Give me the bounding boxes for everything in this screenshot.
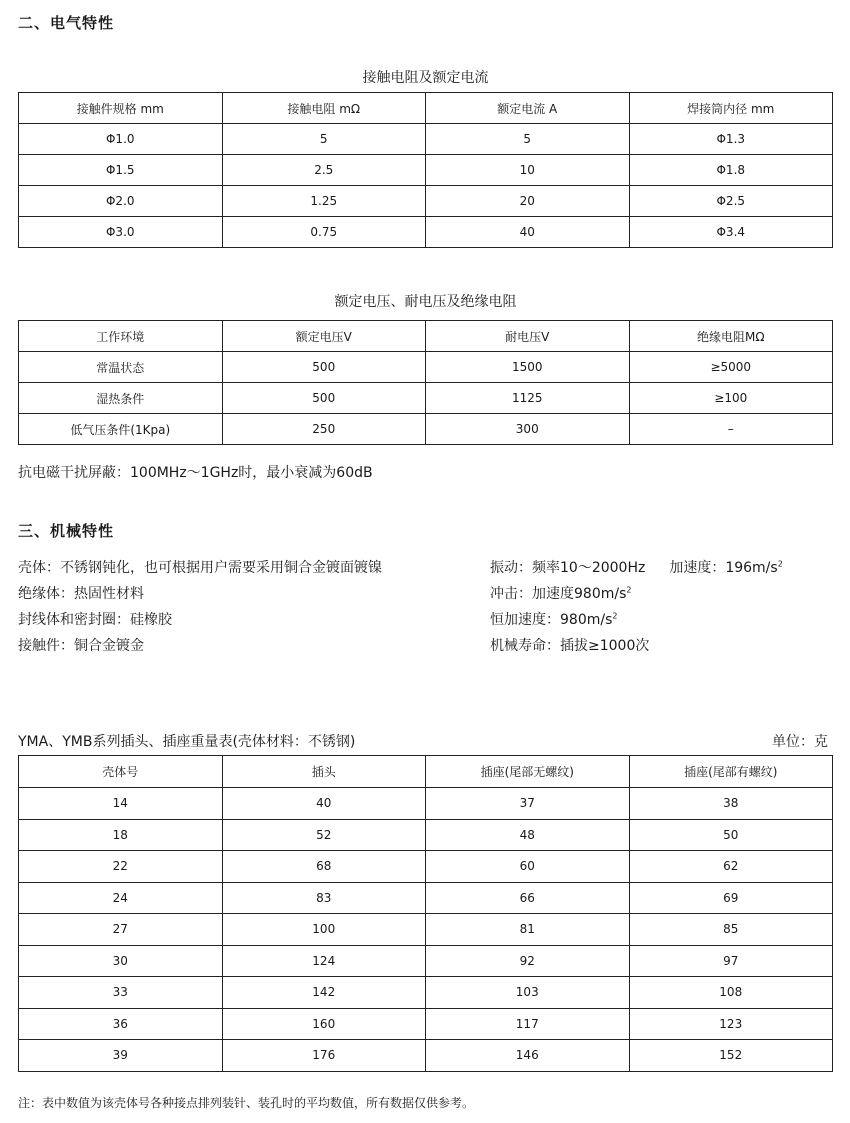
table-cell: Φ3.4 bbox=[629, 217, 833, 248]
weight-table bbox=[18, 755, 833, 1072]
footnote: 注：表中数值为该壳体号各种接点排列装针、装孔时的平均数值，所有数据仅供参考。 bbox=[18, 1096, 475, 1110]
table-cell: Φ1.3 bbox=[629, 124, 833, 155]
header-cell: 接触件规格 mm bbox=[19, 93, 223, 124]
table-cell: ≥5000 bbox=[629, 352, 833, 383]
table-cell: 85 bbox=[629, 914, 833, 946]
header-cell: 额定电压V bbox=[222, 321, 426, 352]
table-cell: 250 bbox=[222, 414, 426, 445]
header-cell: 插座(尾部有螺纹) bbox=[629, 756, 833, 788]
table-row bbox=[19, 914, 833, 946]
table-row bbox=[19, 383, 833, 414]
table-cell: 5 bbox=[426, 124, 630, 155]
table-cell: 1.25 bbox=[222, 186, 426, 217]
table-cell: – bbox=[629, 414, 833, 445]
table-cell: 50 bbox=[629, 819, 833, 851]
table-row bbox=[19, 788, 833, 820]
header-cell: 焊接筒内径 mm bbox=[629, 93, 833, 124]
header-cell: 绝缘电阻MΩ bbox=[629, 321, 833, 352]
superscript: 2 bbox=[777, 559, 783, 569]
mech-line-insulator: 绝缘体：热固性材料 bbox=[18, 586, 144, 602]
table-row bbox=[19, 819, 833, 851]
table-cell: Φ2.5 bbox=[629, 186, 833, 217]
mech-life: 机械寿命：插拔≥1000次 bbox=[490, 638, 650, 654]
table-cell: 40 bbox=[426, 217, 630, 248]
vibration-acceleration: 加速度：196m/s bbox=[669, 560, 778, 576]
table-row bbox=[19, 352, 833, 383]
table-cell: Φ2.0 bbox=[19, 186, 223, 217]
contact-resistance-table bbox=[18, 92, 833, 248]
table-cell: 0.75 bbox=[222, 217, 426, 248]
header-cell: 耐电压V bbox=[426, 321, 630, 352]
table-cell: 30 bbox=[19, 945, 223, 977]
table-header-row bbox=[19, 756, 833, 788]
table-cell: 83 bbox=[222, 882, 426, 914]
weight-table-title: YMA、YMB系列插头、插座重量表(壳体材料：不锈钢) bbox=[18, 734, 356, 750]
table-cell: 38 bbox=[629, 788, 833, 820]
table-cell: 18 bbox=[19, 819, 223, 851]
table-header-row bbox=[19, 93, 833, 124]
header-cell: 工作环境 bbox=[19, 321, 223, 352]
table-cell: 123 bbox=[629, 1008, 833, 1040]
header-cell: 壳体号 bbox=[19, 756, 223, 788]
vibration-frequency: 振动：频率10～2000Hz bbox=[490, 560, 646, 576]
table-cell: 68 bbox=[222, 851, 426, 883]
table-cell: 10 bbox=[426, 155, 630, 186]
table-cell: 160 bbox=[222, 1008, 426, 1040]
table-row bbox=[19, 414, 833, 445]
emi-shielding-note: 抗电磁干扰屏蔽：100MHz～1GHz时，最小衰减为60dB bbox=[18, 465, 373, 481]
table-row bbox=[19, 882, 833, 914]
table-row bbox=[19, 851, 833, 883]
table-cell: 146 bbox=[426, 1040, 630, 1072]
table-cell: 124 bbox=[222, 945, 426, 977]
table-cell: 103 bbox=[426, 977, 630, 1009]
table-cell: 117 bbox=[426, 1008, 630, 1040]
table-cell: 低气压条件(1Kpa) bbox=[19, 414, 223, 445]
table-row bbox=[19, 1040, 833, 1072]
table-caption-voltage: 额定电压、耐电压及绝缘电阻 bbox=[334, 294, 517, 310]
table-cell: 69 bbox=[629, 882, 833, 914]
table-cell: 40 bbox=[222, 788, 426, 820]
mech-shock bbox=[490, 583, 631, 603]
table-cell: Φ1.8 bbox=[629, 155, 833, 186]
mech-line-shell: 壳体：不锈钢钝化，也可根据用户需要采用铜合金镀面镀镍 bbox=[18, 560, 382, 576]
table-row bbox=[19, 1008, 833, 1040]
voltage-insulation-table bbox=[18, 320, 833, 445]
table-cell: Φ1.0 bbox=[19, 124, 223, 155]
header-cell: 额定电流 A bbox=[426, 93, 630, 124]
table-row bbox=[19, 124, 833, 155]
table-cell: 27 bbox=[19, 914, 223, 946]
superscript: 2 bbox=[626, 585, 632, 595]
table-cell: 66 bbox=[426, 882, 630, 914]
table-cell: 62 bbox=[629, 851, 833, 883]
superscript: 2 bbox=[612, 611, 618, 621]
table-cell: 14 bbox=[19, 788, 223, 820]
table-cell: 48 bbox=[426, 819, 630, 851]
mech-line-seal: 封线体和密封圈：硅橡胶 bbox=[18, 612, 172, 628]
table-cell: 152 bbox=[629, 1040, 833, 1072]
table-cell: 24 bbox=[19, 882, 223, 914]
shock-acceleration: 冲击：加速度980m/s bbox=[490, 586, 627, 602]
table-cell: 142 bbox=[222, 977, 426, 1009]
table-cell: Φ3.0 bbox=[19, 217, 223, 248]
table-cell: 33 bbox=[19, 977, 223, 1009]
constant-acceleration-value: 恒加速度：980m/s bbox=[490, 612, 613, 628]
header-cell: 插座(尾部无螺纹) bbox=[426, 756, 630, 788]
table-cell: 500 bbox=[222, 383, 426, 414]
section-heading-mechanical: 三、机械特性 bbox=[18, 522, 115, 540]
weight-table-unit: 单位：克 bbox=[772, 734, 828, 750]
table-cell: Φ1.5 bbox=[19, 155, 223, 186]
table-row bbox=[19, 217, 833, 248]
table-row bbox=[19, 945, 833, 977]
table-cell: 常温状态 bbox=[19, 352, 223, 383]
table-row bbox=[19, 977, 833, 1009]
mech-vibration bbox=[490, 557, 783, 577]
table-cell: 1500 bbox=[426, 352, 630, 383]
table-cell: 1125 bbox=[426, 383, 630, 414]
table-cell: 97 bbox=[629, 945, 833, 977]
table-cell: 300 bbox=[426, 414, 630, 445]
header-cell: 插头 bbox=[222, 756, 426, 788]
table-cell: 176 bbox=[222, 1040, 426, 1072]
mech-line-contact: 接触件：铜合金镀金 bbox=[18, 638, 144, 654]
table-cell: 20 bbox=[426, 186, 630, 217]
table-row bbox=[19, 155, 833, 186]
table-header-row bbox=[19, 321, 833, 352]
table-cell: ≥100 bbox=[629, 383, 833, 414]
table-cell: 500 bbox=[222, 352, 426, 383]
header-cell: 接触电阻 mΩ bbox=[222, 93, 426, 124]
table-cell: 湿热条件 bbox=[19, 383, 223, 414]
mech-constant-acceleration bbox=[490, 609, 617, 629]
table-cell: 37 bbox=[426, 788, 630, 820]
table-caption-contact: 接触电阻及额定电流 bbox=[362, 70, 489, 86]
table-cell: 52 bbox=[222, 819, 426, 851]
section-heading-electrical: 二、电气特性 bbox=[18, 14, 115, 32]
table-cell: 36 bbox=[19, 1008, 223, 1040]
table-cell: 39 bbox=[19, 1040, 223, 1072]
table-cell: 100 bbox=[222, 914, 426, 946]
table-row bbox=[19, 186, 833, 217]
table-cell: 60 bbox=[426, 851, 630, 883]
table-cell: 92 bbox=[426, 945, 630, 977]
table-cell: 5 bbox=[222, 124, 426, 155]
table-cell: 108 bbox=[629, 977, 833, 1009]
table-cell: 2.5 bbox=[222, 155, 426, 186]
table-cell: 22 bbox=[19, 851, 223, 883]
table-cell: 81 bbox=[426, 914, 630, 946]
